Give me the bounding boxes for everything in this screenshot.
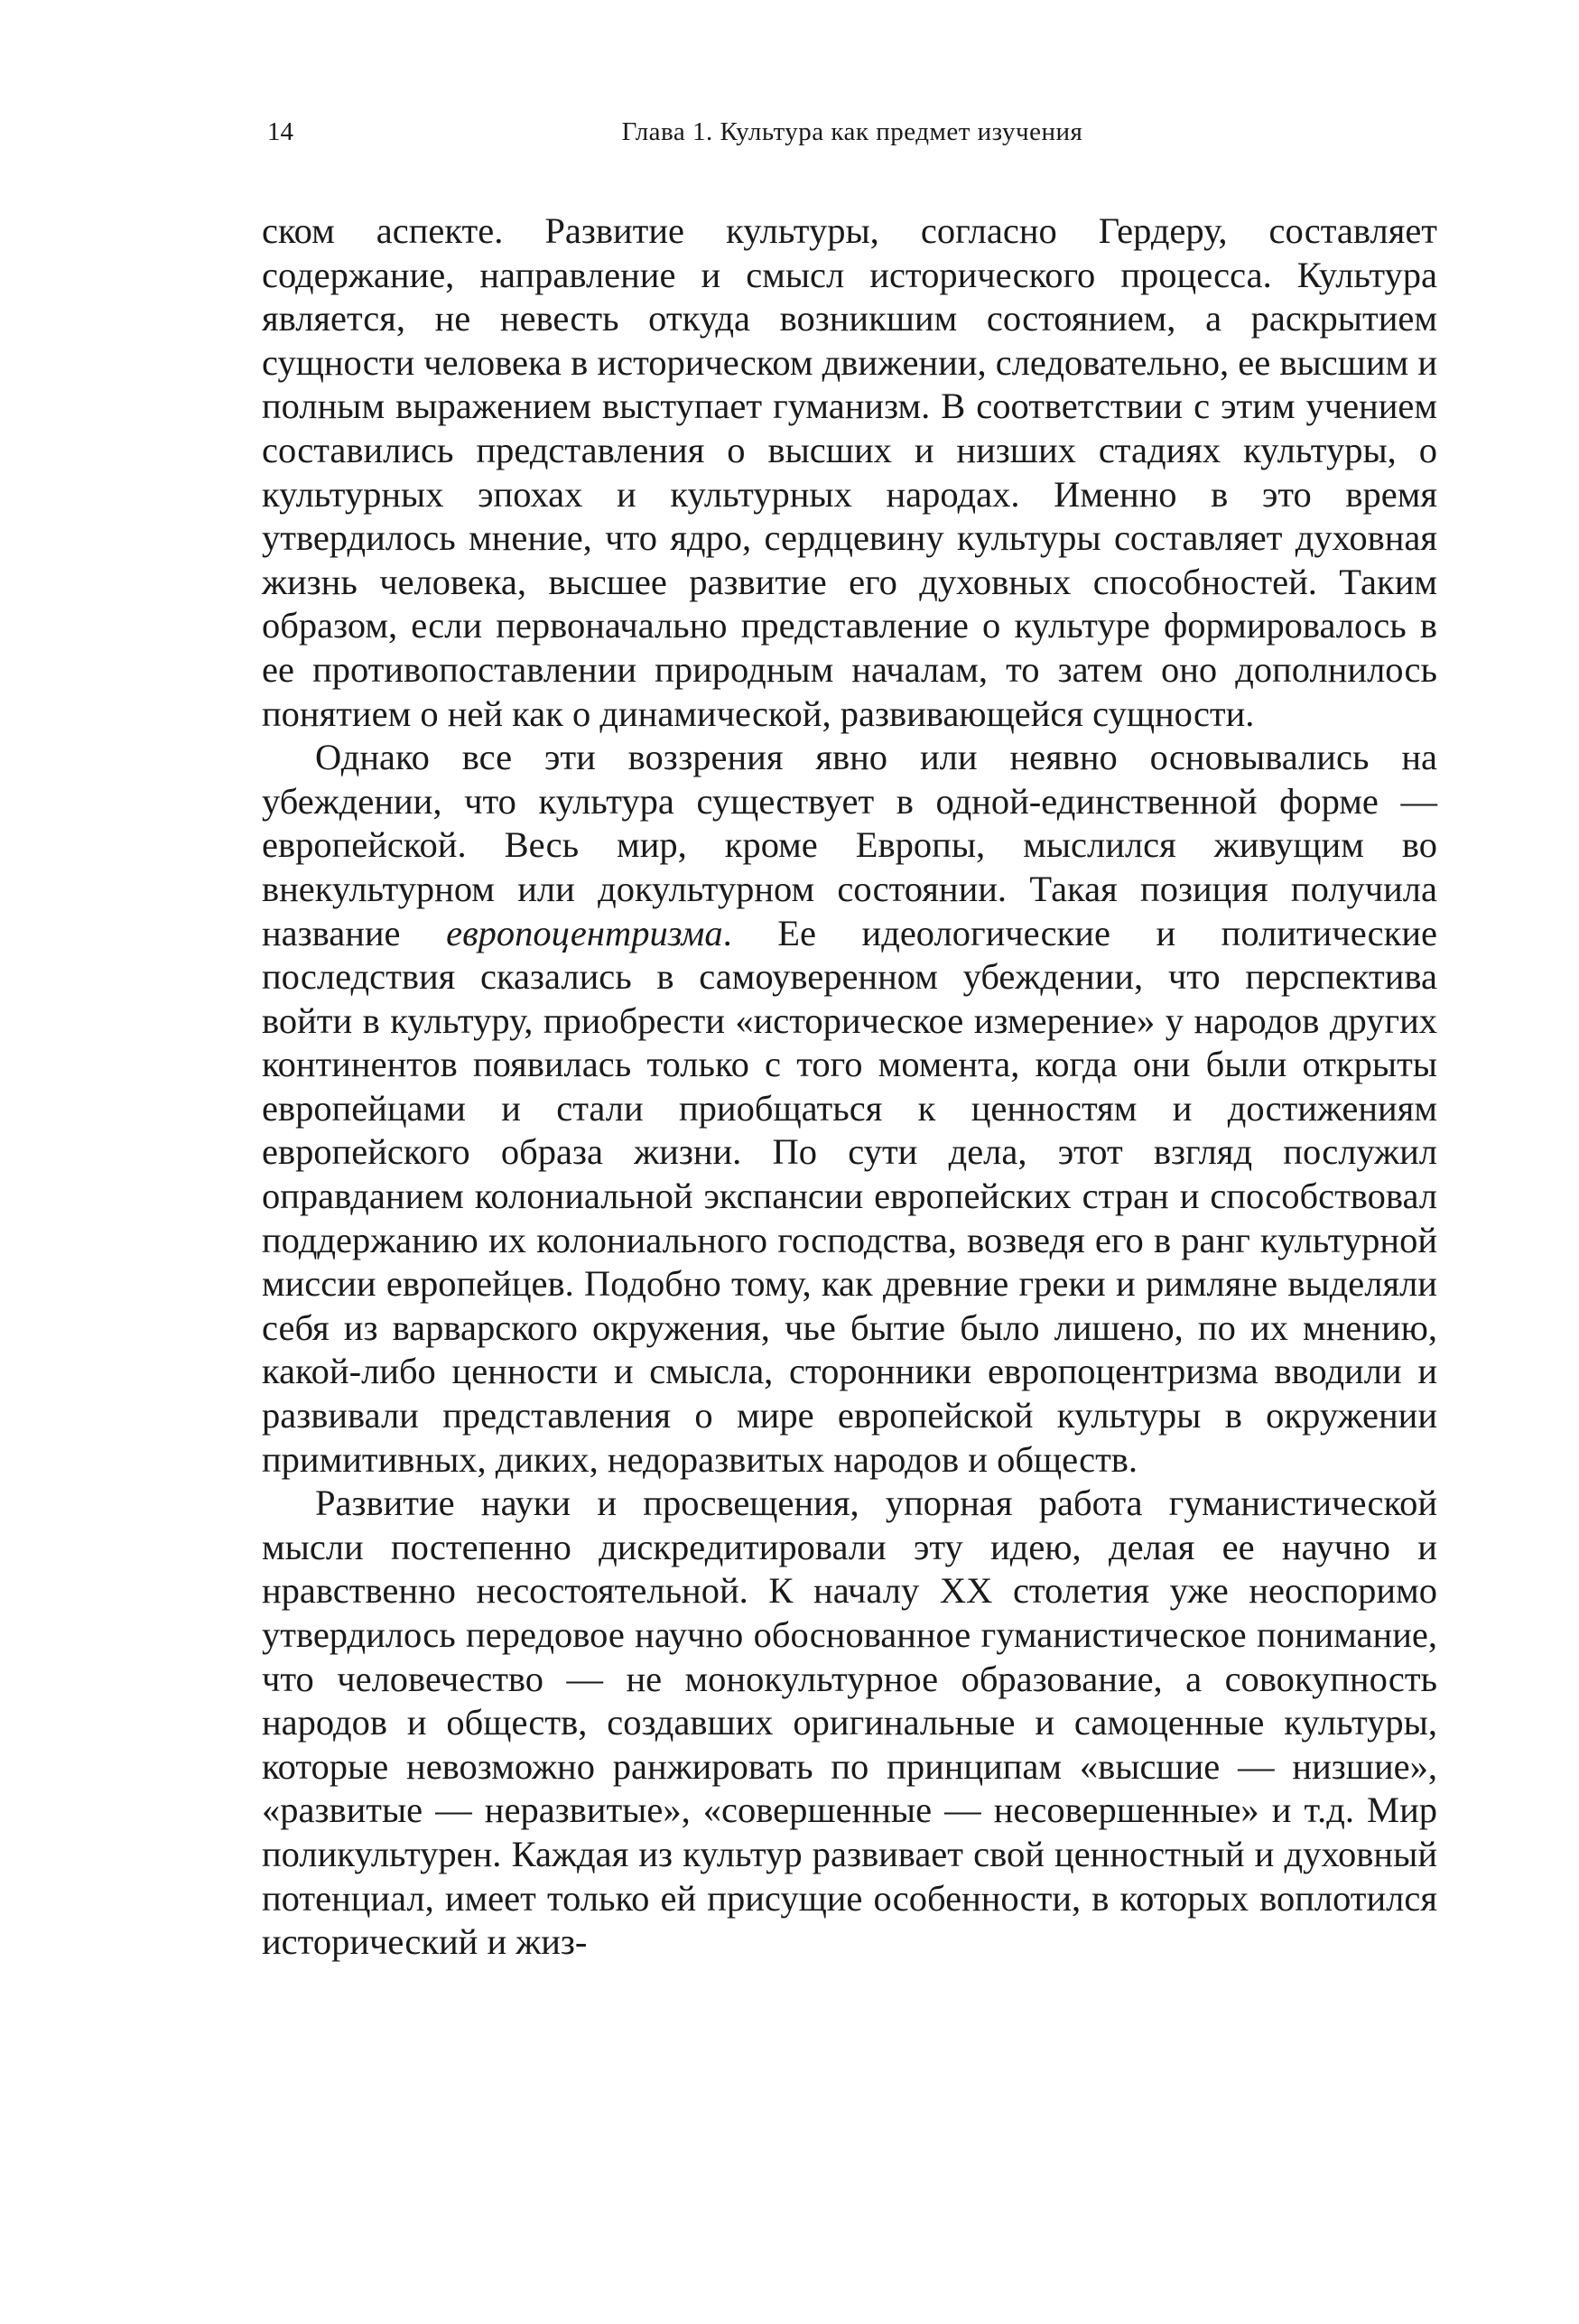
running-head-title: Глава 1. Культура как предмет изучения bbox=[621, 117, 1083, 146]
paragraph-3: Развитие науки и просвещения, упорная работа гуманистической мысли постепенно дискредитировали эту идею, делая ее научно и нравственно несостоятельной. К началу XX столетия уже неоспоримо утвердилось передовое научно обоснованное гуманистическое понимание, что человечество — не монокультурное образование, а совокупность народов и обществ, создавших оригинальные и самоценные культуры, которые невозможно ранжировать по принципам «высшие — низшие», «развитые — неразвитые», «совершенные — несовершенные» и т.д. Мир поликультурен. Каждая из культур развивает свой ценностный и духовный потенциал, имеет только ей присущие особенности, в которых воплотился исторический и жиз- bbox=[262, 1483, 1437, 1963]
emphasized-term: европоцентризма bbox=[446, 912, 723, 953]
page-number: 14 bbox=[267, 117, 293, 146]
paragraph-1: ском аспекте. Развитие культуры, согласно Гердеру, составляет содержание, направление и смысл исторического процесса. Культура является, не невесть откуда возникшим состоянием, а раскрытием сущности человека в историческом движении, следовательно, ее высшим и полным выражением выступает гуманизм. В соответствии с этим учением составились представления о высших и низших стадиях культуры, о культурных эпохах и культурных народах. Именно в это время утвердилось мнение, что ядро, сердцевину культуры составляет духовная жизнь человека, высшее развитие его духовных способностей. Таким образом, если первоначально представление о культуре формировалось в ее противопоставлении природным началам, то затем оно дополнилось понятием о ней как о динамической, развивающейся сущности. bbox=[262, 210, 1437, 734]
paragraph-2-rest-text: . Ее идеологические и политические последствия сказались в самоуверенном убеждении, что перспектива войти в культуру, приобрести «историческое измерение» у народов других континентов появилась только с того момента, когда они были открыты европейцами и стали приобщаться к ценностям и достижениям европейского образа жизни. По сути дела, этот взгляд послужил оправданием колониальной экспансии европейских стран и способствовал поддержанию их колониального господства, возведя его в ранг культурной миссии европейцев. Подобно тому, как древние греки и римляне выделяли себя из варварского окружения, чье бытие было лишено, по их мнению, какой-либо ценности и смысла, сторонники европоцентризма вводили и развивали представления о мире европейской культуры в окружении примитивных, диких, недоразвитых народов и обществ. bbox=[262, 912, 1437, 1480]
page-header bbox=[267, 114, 1437, 150]
paragraph-2 bbox=[262, 736, 1437, 1482]
paragraph-2-lead-text: Однако все эти воззрения явно или неявно основывались на убеждении, что культура существует в одной-единственной форме — европейской. Весь мир, кроме Европы, мыслился живущим во внекультурном или докультурном состоянии. Такая позиция получила название bbox=[262, 737, 1437, 953]
page-body-text bbox=[262, 209, 1437, 1965]
